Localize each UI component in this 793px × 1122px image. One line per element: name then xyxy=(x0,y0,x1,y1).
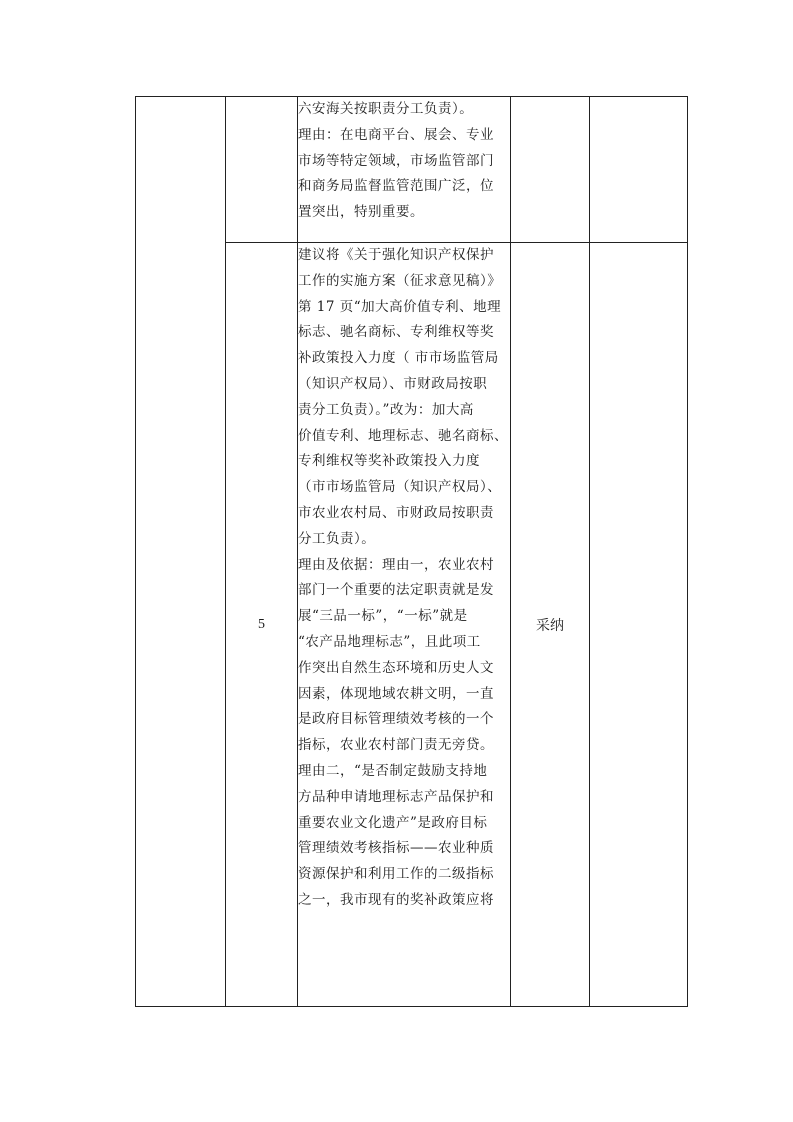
remark-cell-continued xyxy=(590,97,688,243)
suggestion-line: 建议将《关于强化知识产权保护 xyxy=(298,247,494,263)
suggestion-line: 之一，我市现有的奖补政策应将 xyxy=(298,891,494,908)
suggestion-line: 指标，农业农村部门责无旁贷。 xyxy=(298,737,494,754)
suggestion-line: 置突出，特别重要。 xyxy=(298,204,424,221)
row-number: 5 xyxy=(226,243,298,1007)
suggestion-line: 资源保护和利用工作的二级指标 xyxy=(298,866,494,883)
suggestion-line: 方品种申请地理标志产品保护和 xyxy=(298,788,494,805)
remark-cell xyxy=(590,243,688,1007)
suggestion-line: 展“三品一标”，“一标”就是 xyxy=(298,608,468,625)
suggestion-line: 价值专利、地理标志、驰名商标、 xyxy=(298,427,508,444)
category-cell xyxy=(136,97,226,1007)
suggestion-line: （知识产权局）、市财政局按职 xyxy=(298,375,488,392)
suggestion-line: 专利维权等奖补政策投入力度 xyxy=(298,453,480,470)
suggestion-line: 和商务局监督监管范围广泛，位 xyxy=(298,178,494,195)
suggestion-line: 市场等特定领域，市场监管部门 xyxy=(298,152,494,169)
suggestion-line: （市市场监管局（知识产权局）、 xyxy=(298,479,502,496)
suggestion-line: 工作的实施方案（征求意见稿）》 xyxy=(298,272,502,289)
suggestion-line: 管理绩效考核指标——农业种质 xyxy=(298,840,494,857)
number-cell-continued xyxy=(226,97,298,243)
adoption-cell-continued xyxy=(511,97,590,243)
suggestion-cell-continued xyxy=(298,97,511,243)
suggestion-line: 第 17 页“加大高价值专利、地理 xyxy=(298,298,502,315)
suggestion-line: 理由及依据：理由一，农业农村 xyxy=(298,556,494,573)
suggestion-line: 重要农业文化遗产”是政府目标 xyxy=(298,814,488,831)
suggestion-line: 标志、驰名商标、专利维权等奖 xyxy=(298,324,494,341)
suggestion-cell xyxy=(298,243,511,1007)
suggestion-line: 是政府目标管理绩效考核的一个 xyxy=(298,711,494,728)
suggestion-line: 分工负责）。 xyxy=(298,530,376,547)
suggestion-line: 部门一个重要的法定职责就是发 xyxy=(298,582,494,599)
suggestion-line: “农产品地理标志”，且此项工 xyxy=(298,633,481,650)
suggestion-line: 理由：在电商平台、展会、专业 xyxy=(298,126,494,143)
suggestion-line: 责分工负责）。”改为：加大高 xyxy=(298,401,474,418)
adoption-status: 采纳 xyxy=(511,243,590,1007)
suggestion-line: 理由二，“是否制定鼓励支持地 xyxy=(298,762,488,779)
feedback-table xyxy=(135,96,688,1007)
suggestion-line: 补政策投入力度（ 市市场监管局 xyxy=(298,350,499,367)
suggestion-line: 作突出自然生态环境和历史人文 xyxy=(298,659,494,676)
suggestion-line: 因素，体现地域农耕文明，一直 xyxy=(298,685,494,702)
table-row-continued xyxy=(136,97,688,243)
suggestion-line: 市农业农村局、市财政局按职责 xyxy=(298,504,494,521)
suggestion-line: 六安海关按职责分工负责）。 xyxy=(298,101,474,117)
